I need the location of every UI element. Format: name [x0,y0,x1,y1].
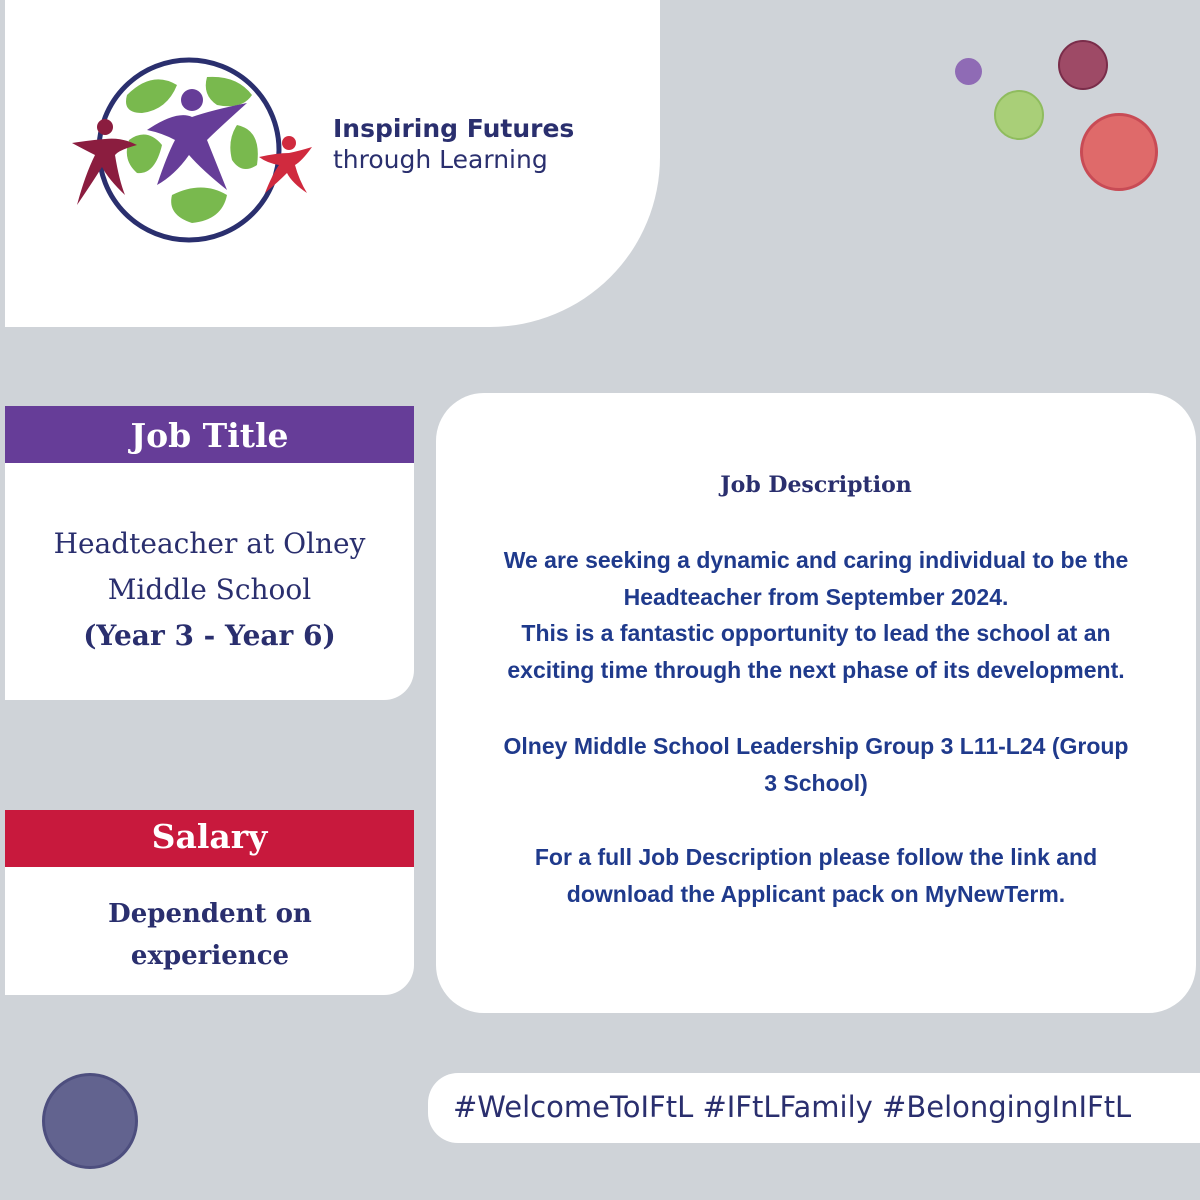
description-line: Olney Middle School Leadership Group 3 L11-L24 (Group [503,733,1129,759]
description-line: For a full Job Description please follow the link and [534,844,1098,870]
job-title-years: (Year 3 - Year 6) [83,619,336,652]
tagline-line2: through Learning [333,145,548,175]
description-line: download the Applicant pack on MyNewTerm. [566,881,1066,907]
description-paragraph [456,542,1176,616]
salary-line1: Dependent on [108,899,312,929]
description-line: We are seeking a dynamic and caring individual to be the [503,547,1129,573]
job-title-card [5,406,414,700]
decor-bubble [1058,40,1108,90]
description-paragraph [456,839,1176,913]
description-line: This is a fantastic opportunity to lead the school at an [521,620,1111,646]
job-description-card [436,393,1196,1013]
description-paragraph [456,615,1176,689]
job-title-line2: Middle School [107,573,312,606]
description-line: exciting time through the next phase of its development. [507,657,1125,683]
tagline-line1: Inspiring Futures [333,114,575,143]
salary-card [5,810,414,995]
hashtag-banner [428,1073,1200,1143]
decor-bubble [42,1073,138,1169]
job-title-header: Job Title [5,406,414,463]
job-description-heading: Job Description [720,472,912,498]
description-line: Headteacher from September 2024. [623,584,1009,610]
decor-bubble [994,90,1044,140]
salary-value [65,893,355,977]
job-title-line1: Headteacher at Olney [53,527,366,560]
decor-bubble [1080,113,1158,191]
hashtags-text: #WelcomeToIFtL #IFtLFamily #BelongingInIFtL [453,1090,1132,1124]
decor-bubble [955,58,982,85]
iftl-logo-icon [67,55,312,245]
salary-header: Salary [5,810,414,867]
description-line: 3 School) [764,770,868,796]
job-title-value [5,521,414,659]
description-paragraph [456,728,1176,802]
logo-card [5,0,660,327]
salary-line2: experience [130,941,290,971]
tagline [333,113,574,176]
